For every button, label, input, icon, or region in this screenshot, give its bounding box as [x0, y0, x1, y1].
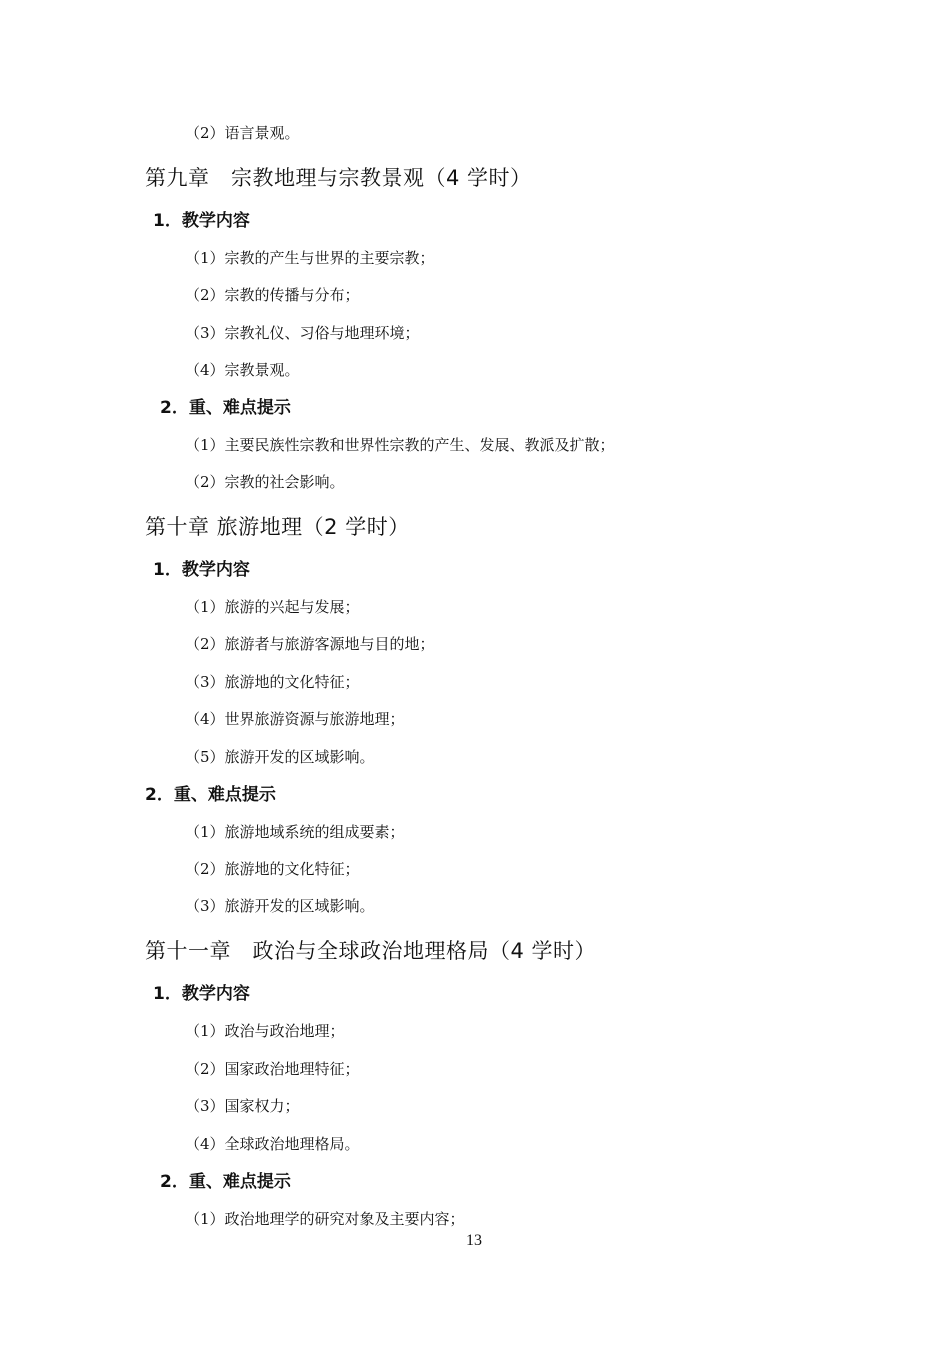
- section-heading-keypoints: 2．重、难点提示: [145, 785, 276, 805]
- list-item: （2）旅游者与旅游客源地与目的地；: [185, 635, 435, 653]
- section-heading-keypoints: 2．重、难点提示: [160, 398, 291, 418]
- list-item: （3）旅游地的文化特征；: [185, 673, 360, 691]
- list-item: （2）国家政治地理特征；: [185, 1060, 360, 1078]
- section-heading-content: 1．教学内容: [153, 211, 250, 231]
- list-item: （2）宗教的传播与分布；: [185, 286, 360, 304]
- page-number: 13: [466, 1232, 482, 1249]
- section-heading-content: 1．教学内容: [153, 560, 250, 580]
- list-item: （2）语言景观。: [185, 124, 300, 142]
- list-item: （3）国家权力；: [185, 1097, 300, 1115]
- list-item: （4）宗教景观。: [185, 361, 300, 379]
- list-item: （4）全球政治地理格局。: [185, 1135, 360, 1153]
- list-item: （3）旅游开发的区域影响。: [185, 897, 375, 915]
- list-item: （1）主要民族性宗教和世界性宗教的产生、发展、教派及扩散；: [185, 436, 615, 454]
- list-item: （4）世界旅游资源与旅游地理；: [185, 710, 405, 728]
- list-item: （3）宗教礼仪、习俗与地理环境；: [185, 324, 420, 342]
- list-item: （2）旅游地的文化特征；: [185, 860, 360, 878]
- list-item: （5）旅游开发的区域影响。: [185, 748, 375, 766]
- section-heading-keypoints: 2．重、难点提示: [160, 1172, 291, 1192]
- list-item: （1）宗教的产生与世界的主要宗教；: [185, 249, 435, 267]
- chapter-heading-10: 第十章 旅游地理（2 学时）: [145, 515, 410, 539]
- section-heading-content: 1．教学内容: [153, 984, 250, 1004]
- list-item: （1）旅游地域系统的组成要素；: [185, 823, 405, 841]
- chapter-heading-11: 第十一章 政治与全球政治地理格局（4 学时）: [145, 939, 597, 963]
- list-item: （2）宗教的社会影响。: [185, 473, 345, 491]
- list-item: （1）政治与政治地理；: [185, 1022, 345, 1040]
- list-item: （1）政治地理学的研究对象及主要内容；: [185, 1210, 465, 1228]
- list-item: （1）旅游的兴起与发展；: [185, 598, 360, 616]
- chapter-heading-9: 第九章 宗教地理与宗教景观（4 学时）: [145, 166, 532, 190]
